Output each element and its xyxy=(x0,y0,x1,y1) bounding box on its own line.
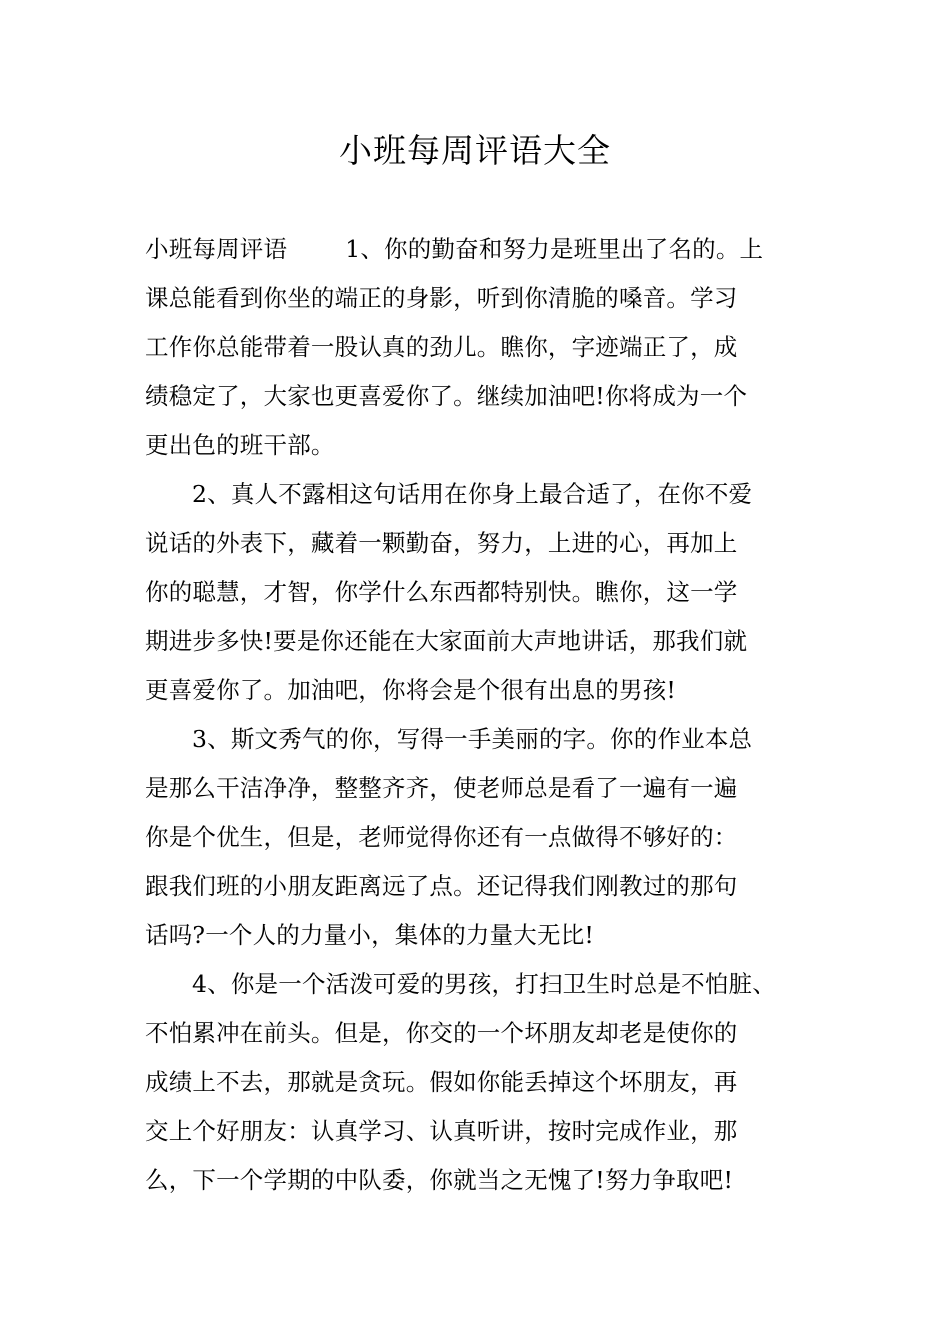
text-line: 么，下一个学期的中队委，你就当之无愧了!努力争取吧! xyxy=(145,1166,734,1194)
text-line: 工作你总能带着一股认真的劲儿。瞧你，字迹端正了，成 xyxy=(145,333,738,361)
text-line: 期进步多快!要是你还能在大家面前大声地讲话，那我们就 xyxy=(145,627,748,655)
text-line: 你的聪慧，才智，你学什么东西都特别快。瞧你，这一学 xyxy=(145,578,738,606)
text-line: 你是个优生，但是，老师觉得你还有一点做得不够好的： xyxy=(145,823,738,851)
text-line: 不怕累冲在前头。但是，你交的一个坏朋友却老是使你的 xyxy=(145,1019,738,1047)
text-line xyxy=(145,225,811,274)
text-line: 绩稳定了，大家也更喜爱你了。继续加油吧!你将成为一个 xyxy=(145,382,748,410)
text-line: 交上个好朋友：认真学习、认真听讲，按时完成作业，那 xyxy=(145,1117,738,1145)
document-body xyxy=(145,225,811,1205)
text-line: 更出色的班干部。 xyxy=(145,431,335,459)
text-line: 跟我们班的小朋友距离远了点。还记得我们刚教过的那句 xyxy=(145,872,738,900)
text-line: 是那么干洁净净，整整齐齐，使老师总是看了一遍有一遍 xyxy=(145,774,738,802)
text-line: 课总能看到你坐的端正的身影，听到你清脆的嗓音。学习 xyxy=(145,284,738,312)
text-line: 话吗?一个人的力量小，集体的力量大无比! xyxy=(145,921,595,949)
text-line: 更喜爱你了。加油吧，你将会是个很有出息的男孩! xyxy=(145,676,677,704)
document-title: 小班每周评语大全 xyxy=(339,131,611,170)
text-line: 说话的外表下，藏着一颗勤奋，努力，上进的心，再加上 xyxy=(145,529,738,557)
text-line: 成绩上不去，那就是贪玩。假如你能丢掉这个坏朋友，再 xyxy=(145,1068,738,1096)
lead-label: 小班每周评语 xyxy=(145,235,288,263)
paragraph-start-line: 2、真人不露相这句话用在你身上最合适了，在你不爱 xyxy=(192,480,753,508)
paragraph-start-line: 4、你是一个活泼可爱的男孩，打扫卫生时总是不怕脏、 xyxy=(192,970,776,998)
line-text: 1、你的勤奋和努力是班里出了名的。上 xyxy=(345,235,764,263)
paragraph-start-line: 3、斯文秀气的你，写得一手美丽的字。你的作业本总 xyxy=(192,725,753,753)
